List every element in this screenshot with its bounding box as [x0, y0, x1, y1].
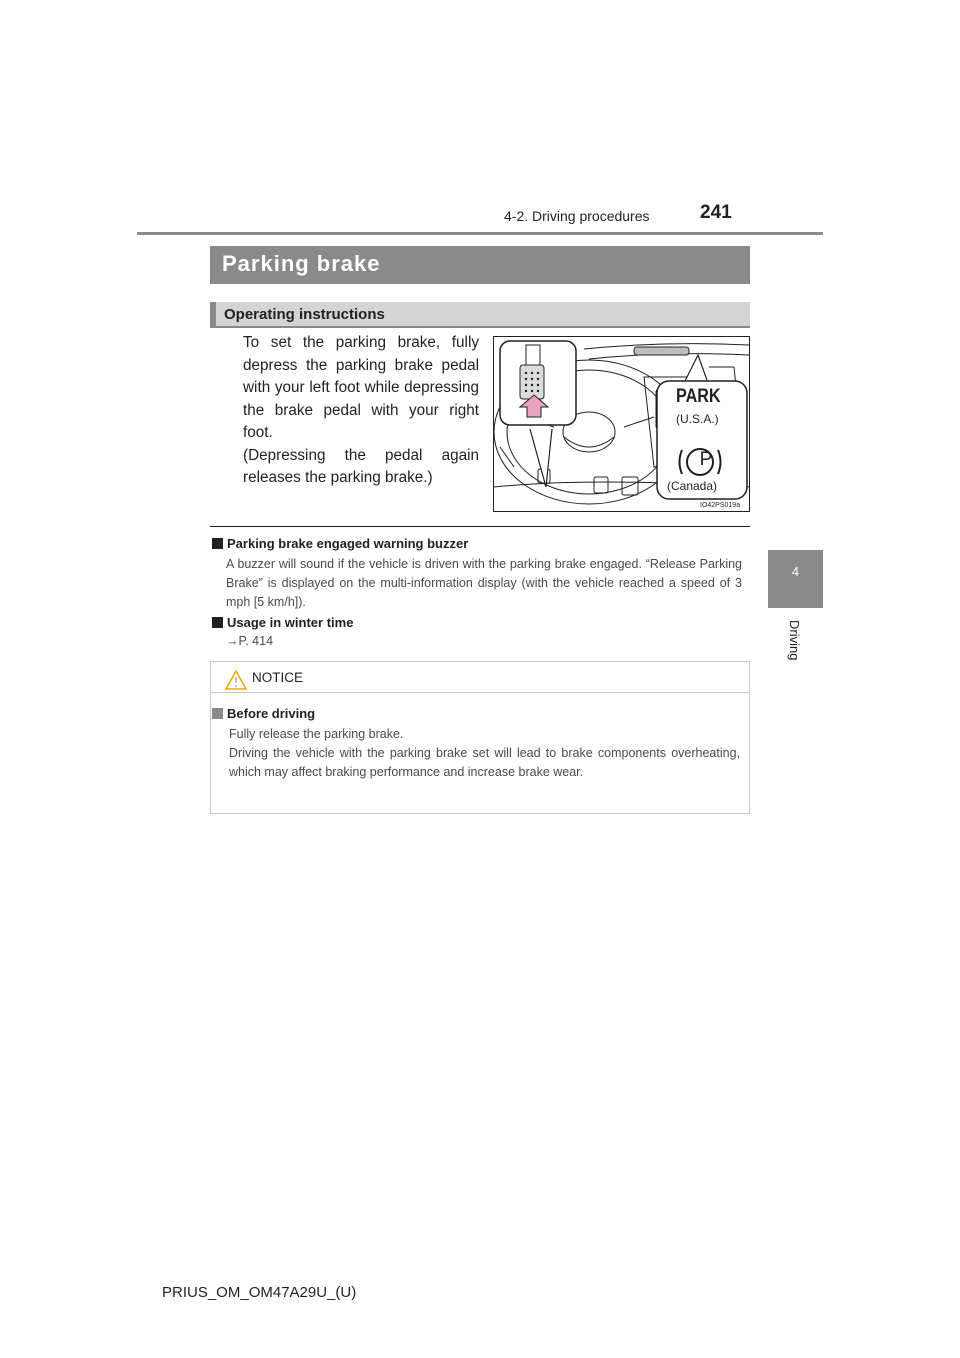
chapter-tab-number: 4	[791, 564, 800, 579]
notice-line-1: Fully release the parking brake.	[229, 727, 404, 741]
note-heading-text: Parking brake engaged warning buzzer	[227, 536, 469, 551]
notice-title: NOTICE	[252, 670, 304, 685]
notice-heading	[212, 706, 315, 721]
document-code-footer: PRIUS_OM_OM47A29U_(U)	[162, 1284, 357, 1301]
notice-text	[229, 725, 740, 782]
header-section-title: 4-2. Driving procedures	[504, 208, 650, 224]
bullet-square-icon	[212, 617, 223, 628]
instructions-paragraph-1: To set the parking brake, fully depress the parking brake pedal with your left foot while depressing the brake pedal with your right foot.	[243, 334, 479, 441]
section-divider	[210, 526, 750, 527]
subheading-accent	[210, 302, 216, 328]
notice-heading-text: Before driving	[227, 706, 316, 721]
section-title: Parking brake	[222, 251, 381, 276]
note-heading-buzzer	[212, 536, 468, 551]
p-symbol-icon: P	[699, 449, 713, 470]
subheading: Operating instructions	[224, 306, 385, 323]
notice-divider	[210, 692, 750, 693]
warning-triangle-icon	[224, 669, 248, 696]
canada-label: (Canada)	[667, 479, 718, 493]
usa-label: (U.S.A.)	[676, 412, 719, 426]
park-indicator-label: PARK	[676, 386, 721, 407]
header-rule	[137, 232, 823, 235]
note-heading-winter	[212, 615, 353, 630]
page-number: 241	[700, 202, 732, 223]
instructions-text	[243, 332, 479, 490]
image-code: IO42PS019a	[700, 502, 741, 509]
instructions-paragraph-2: (Depressing the pedal again releases the parking brake.)	[243, 446, 479, 486]
bullet-square-icon	[212, 708, 223, 719]
notice-line-2: Driving the vehicle with the parking brake set will lead to brake components overheating, which may affect braking performance and increase brake wear.	[229, 746, 740, 779]
chapter-tab-label: Driving	[787, 620, 802, 661]
note-heading-text: Usage in winter time	[227, 615, 354, 630]
bullet-square-icon	[212, 538, 223, 549]
chapter-tab	[768, 550, 823, 608]
note-text-buzzer: A buzzer will sound if the vehicle is driven with the parking brake engaged. “Release Parking Brake” is displayed on the multi-information display (with the vehicle reached a speed of 3 mph [5 km/h]).	[226, 557, 742, 609]
page-reference-link[interactable]: →P. 414	[226, 634, 274, 648]
